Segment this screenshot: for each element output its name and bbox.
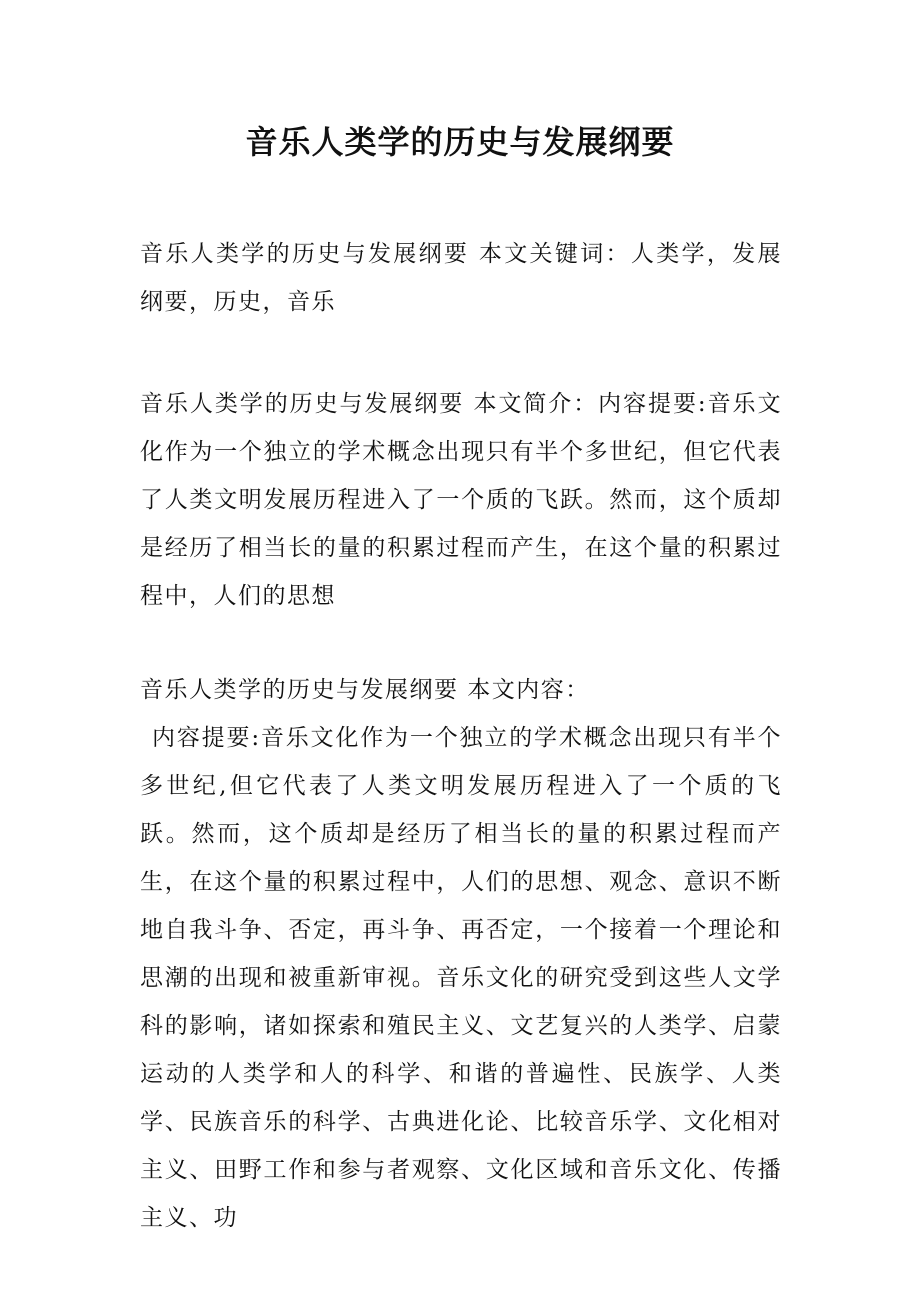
keywords-paragraph: 音乐人类学的历史与发展纲要 本文关键词：人类学，发展纲要，历史，音乐 xyxy=(140,241,782,315)
content-body: 内容提要:音乐文化作为一个独立的学术概念出现只有半个多世纪,但它代表了人类文明发展历程进入了一个质的飞跃。然而，这个质却是经历了相当长的量的积累过程而产生，在这个量的积累过程中，人们的思想、观念、意识不断地自我斗争、否定，再斗争、再否定，一个接着一个理论和思潮的出现和被重新审视。音乐文化的研究受到这些人文学科的影响，诸如探索和殖民主义、文艺复兴的人类学、启蒙运动的人类学和人的科学、和谐的普遍性、民族学、人类学、民族音乐的科学、古典进化论、比较音乐学、文化相对主义、田野工作和参与者观察、文化区域和音乐文化、传播主义、功 xyxy=(140,725,782,1231)
document-title: 音乐人类学的历史与发展纲要 xyxy=(245,123,675,161)
summary-paragraph: 音乐人类学的历史与发展纲要 本文简介：内容提要:音乐文化作为一个独立的学术概念出现只有半个多世纪，但它代表了人类文明发展历程进入了一个质的飞跃。然而，这个质却是经历了相当长的量的积累过程而产生，在这个量的积累过程中，人们的思想 xyxy=(140,391,782,609)
content-heading: 音乐人类学的历史与发展纲要 本文内容： xyxy=(140,677,590,703)
